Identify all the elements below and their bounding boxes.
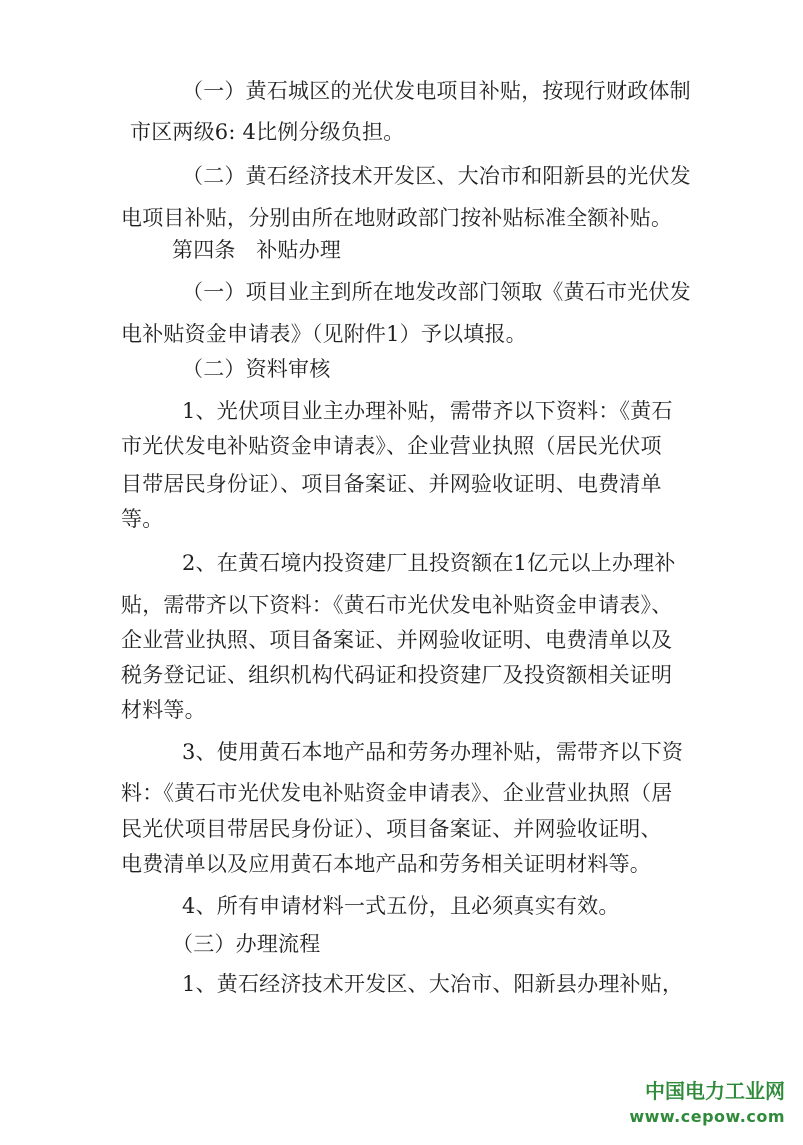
watermark-url: www.cepow.com (629, 1107, 785, 1126)
text-line-15: 企业营业执照、项目备案证、并网验收证明、电费清单以及 (121, 628, 673, 652)
text-line-3: （二）黄石经济技术开发区、大冶市和阳新县的光伏发 (182, 164, 691, 188)
text-line-6: （一）项目业主到所在地发改部门领取《黄石市光伏发 (182, 280, 691, 304)
subsection-title-process: （三）办理流程 (172, 932, 321, 956)
text-line-18: 3、使用黄石本地产品和劳务办理补贴，需带齐以下资 (182, 740, 684, 764)
text-line-17: 材料等。 (121, 698, 206, 722)
text-line-7: 电补贴资金申请表》（见附件1）予以填报。 (121, 322, 527, 346)
text-line-24: 1、黄石经济技术开发区、大冶市、阳新县办理补贴， (182, 972, 684, 996)
text-line-10: 市光伏发电补贴资金申请表》、企业营业执照（居民光伏项 (121, 434, 662, 458)
text-line-20: 民光伏项目带居民身份证）、项目备案证、并网验收证明、 (121, 817, 662, 841)
watermark (629, 1079, 785, 1127)
watermark-title: 中国电力工业网 (645, 1079, 785, 1103)
text-line-4: 电项目补贴，分别由所在地财政部门按补贴标准全额补贴。 (121, 206, 673, 230)
text-line-22: 4、所有申请材料一式五份，且必须真实有效。 (182, 894, 620, 918)
text-line-13: 2、在黄石境内投资建厂且投资额在1亿元以上办理补 (182, 551, 676, 575)
text-line-16: 税务登记证、组织机构代码证和投资建厂及投资额相关证明 (121, 663, 673, 687)
text-line-1: （一）黄石城区的光伏发电项目补贴，按现行财政体制 (182, 79, 691, 103)
section-title: 第四条 补贴办理 (172, 238, 342, 262)
text-line-9: 1、光伏项目业主办理补贴，需带齐以下资料：《黄石 (182, 399, 673, 423)
text-line-2: 市区两级6: 4比例分级负担。 (130, 120, 405, 144)
text-line-14: 贴，需带齐以下资料：《黄石市光伏发电补贴资金申请表》、 (121, 593, 673, 617)
text-line-11: 目带居民身份证）、项目备案证、并网验收证明、电费清单 (121, 472, 662, 496)
text-line-12: 等。 (121, 507, 164, 531)
subsection-title-material-review: （二）资料审核 (182, 357, 331, 381)
text-line-19: 料：《黄石市光伏发电补贴资金申请表》、企业营业执照（居 (121, 781, 673, 805)
text-line-21: 电费清单以及应用黄石本地产品和劳务相关证明材料等。 (121, 852, 651, 876)
